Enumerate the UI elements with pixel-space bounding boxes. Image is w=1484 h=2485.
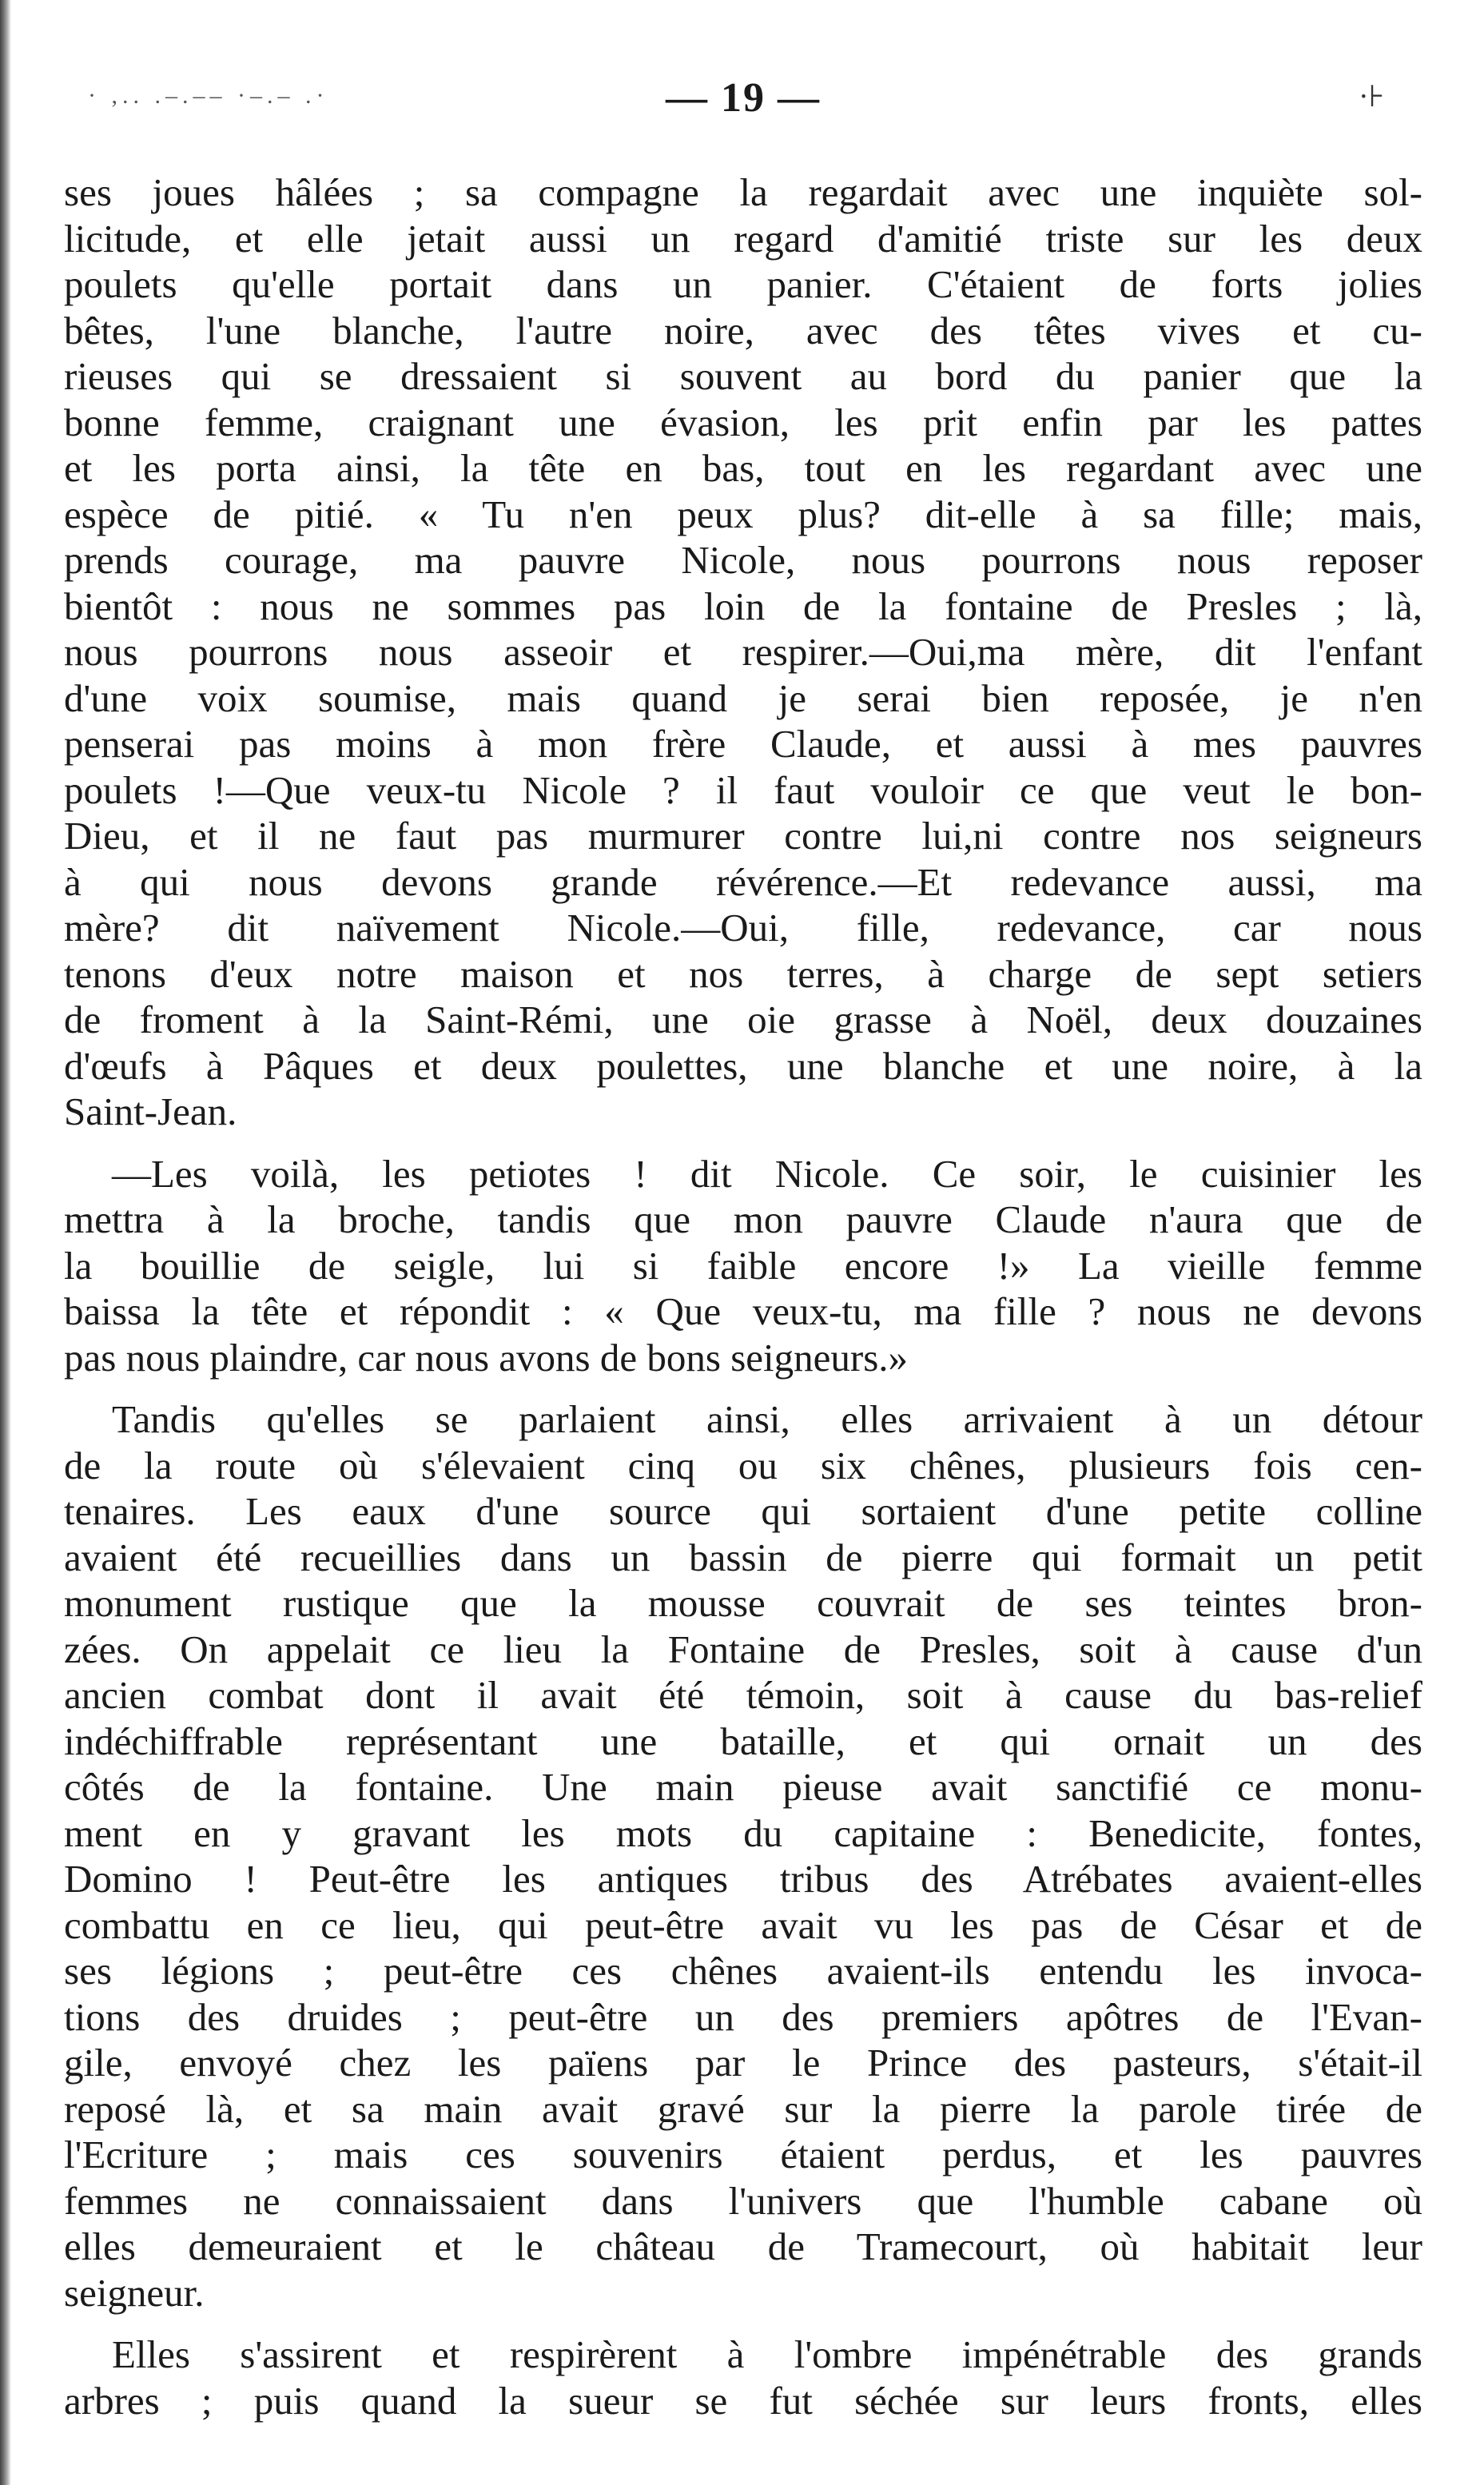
text-line: mettra à la broche, tandis que mon pauvre Claude n'aura que de (64, 1197, 1422, 1241)
text-line: monument rustique que la mousse couvrait de ses teintes bron- (64, 1581, 1422, 1625)
text-line: rieuses qui se dressaient si souvent au bord du panier que la (64, 354, 1422, 398)
text-line: Domino ! Peut-être les antiques tribus des Atrébates avaient-elles (64, 1857, 1422, 1901)
text-line: reposé là, et sa main avait gravé sur la pierre la parole tirée de (64, 2086, 1422, 2131)
page-header (0, 70, 1484, 126)
text-line: bonne femme, craignant une évasion, les prit enfin par les pattes (64, 400, 1422, 444)
text-line: la bouillie de seigle, lui si faible encore !» La vieille femme (64, 1243, 1422, 1288)
header-right-mark: ·⊦ (1359, 80, 1385, 113)
text-line: Dieu, et il ne faut pas murmurer contre lui,ni contre nos seigneurs (64, 814, 1422, 858)
text-line: seigneur. (64, 2270, 205, 2315)
text-line: bêtes, l'une blanche, l'autre noire, avec des têtes vives et cu- (64, 308, 1422, 352)
paragraph-gap (64, 2316, 1422, 2332)
page-number: — 19 — (666, 75, 821, 121)
text-line: combattu en ce lieu, qui peut-être avait vu les pas de César et de (64, 1902, 1422, 1947)
text-line: côtés de la fontaine. Une main pieuse avait sanctifié ce monu- (64, 1765, 1422, 1809)
text-line: licitude, et elle jetait aussi un regard d'amitié triste sur les deux (64, 216, 1422, 261)
text-line: tions des druides ; peut-être un des premiers apôtres de l'Evan- (64, 1994, 1422, 2039)
text-line: arbres ; puis quand la sueur se fut séchée sur leurs fronts, elles (64, 2378, 1422, 2423)
text-line: baissa la tête et répondit : « Que veux-tu, ma fille ? nous ne devons (64, 1289, 1422, 1333)
text-line: prends courage, ma pauvre Nicole, nous pourrons nous reposer (64, 538, 1422, 582)
text-line: tenons d'eux notre maison et nos terres, à charge de sept setiers (64, 951, 1422, 996)
text-line: penserai pas moins à mon frère Claude, et aussi à mes pauvres (64, 722, 1422, 766)
text-line: ses légions ; peut-être ces chênes avaient-ils entendu les invoca- (64, 1949, 1422, 1993)
paragraph-gap (64, 1135, 1422, 1151)
page-binding-edge (0, 0, 11, 2485)
text-line: femmes ne connaissaient dans l'univers que l'humble cabane où (64, 2178, 1422, 2223)
text-line: d'œufs à Pâques et deux poulettes, une blanche et une noire, à la (64, 1043, 1422, 1088)
text-line: indéchiffrable représentant une bataille, et qui ornait un des (64, 1718, 1422, 1763)
text-line: ment en y gravant les mots du capitaine : Benedicite, fontes, (64, 1810, 1422, 1855)
text-line: Elles s'assirent et respirèrent à l'ombre impénétrable des grands (112, 2332, 1422, 2376)
text-line: pas nous plaindre, car nous avons de bons seigneurs.» (64, 1335, 909, 1380)
text-line: ancien combat dont il avait été témoin, soit à cause du bas-relief (64, 1673, 1422, 1717)
text-line: poulets qu'elle portait dans un panier. C'étaient de forts jolies (64, 262, 1422, 306)
text-line: d'une voix soumise, mais quand je serai bien reposée, je n'en (64, 675, 1422, 720)
text-line: mère? dit naïvement Nicole.—Oui, fille, redevance, car nous (64, 906, 1422, 950)
text-line: —Les voilà, les petiotes ! dit Nicole. Ce soir, le cuisinier les (112, 1151, 1422, 1196)
text-line: avaient été recueillies dans un bassin de pierre qui formait un petit (64, 1535, 1422, 1579)
text-line: poulets !—Que veux-tu Nicole ? il faut vouloir ce que veut le bon- (64, 767, 1422, 812)
text-line: gile, envoyé chez les païens par le Prince des pasteurs, s'était-il (64, 2041, 1422, 2085)
text-line: zées. On appelait ce lieu la Fontaine de Presles, soit à cause d'un (64, 1627, 1422, 1671)
text-line: tenaires. Les eaux d'une source qui sortaient d'une petite colline (64, 1489, 1422, 1533)
text-line: de froment à la Saint-Rémi, une oie grasse à Noël, deux douzaines (64, 998, 1422, 1041)
body-text (64, 169, 1422, 2423)
text-line: ses joues hâlées ; sa compagne la regardait avec une inquiète sol- (64, 170, 1422, 214)
text-line: bientôt : nous ne sommes pas loin de la fontaine de Presles ; là, (64, 583, 1422, 628)
text-line: l'Ecriture ; mais ces souvenirs étaient perdus, et les pauvres (64, 2133, 1422, 2176)
header-print-noise: · ,.. .–.–– ·–.– .· (88, 82, 329, 109)
text-line: nous pourrons nous asseoir et respirer.—Oui,ma mère, dit l'enfant (64, 630, 1422, 674)
paragraph-gap (64, 1380, 1422, 1396)
text-line: elles demeuraient et le château de Tramecourt, où habitait leur (64, 2224, 1422, 2268)
text-line: de la route où s'élevaient cinq ou six chênes, plusieurs fois cen- (64, 1443, 1422, 1487)
text-line: à qui nous devons grande révérence.—Et redevance aussi, ma (64, 859, 1422, 904)
text-line: espèce de pitié. « Tu n'en peux plus? dit-elle à sa fille; mais, (64, 492, 1422, 536)
text-line: Saint-Jean. (64, 1089, 237, 1133)
text-line: Tandis qu'elles se parlaient ainsi, elles arrivaient à un détour (112, 1397, 1422, 1441)
text-line: et les porta ainsi, la tête en bas, tout en les regardant avec une (64, 446, 1422, 490)
